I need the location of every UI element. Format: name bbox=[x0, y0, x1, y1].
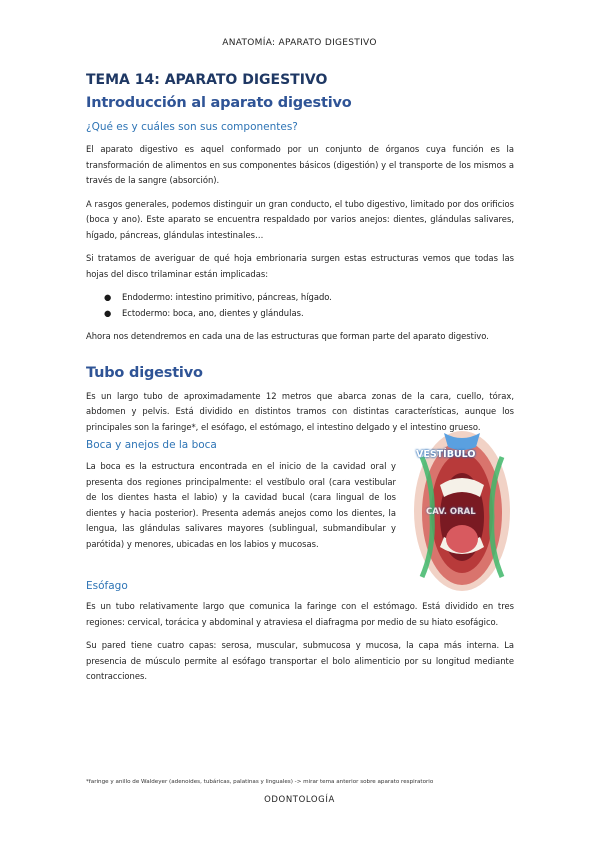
page-footer: ODONTOLOGÍA bbox=[264, 795, 335, 805]
intro-paragraph-2: A rasgos generales, podemos distinguir un gran conducto, el tubo digestivo, limitado por dos orificios (boca y ano). Este aparato se encuentra respaldado por varios anejos: dientes, glándulas salivares, hígado, páncreas, glándulas intestinales… bbox=[86, 198, 514, 240]
tube-paragraph: Es un largo tubo de aproximadamente 12 metros que abarca zonas de la cara, cuello, tórax, abdomen y pelvis. Está dividido en distintos tramos con distintas características, aunque los principales son la faringe*, el esófago, el estómago, el intestino delgado y el intestino grueso. bbox=[86, 390, 514, 432]
list-item bbox=[86, 306, 514, 322]
footnote: *faringe y anillo de Waldeyer (adenoides, tubáricas, palatinas y linguales) -> mirar tema anterior sobre aparato respiratorio bbox=[86, 779, 434, 785]
bullet-icon: ● bbox=[104, 307, 112, 318]
intro-heading: Introducción al aparato digestivo bbox=[86, 95, 352, 111]
list-item-text: Ectodermo: boca, ano, dientes y glándulas. bbox=[122, 307, 304, 318]
topic-title: TEMA 14: APARATO DIGESTIVO bbox=[86, 72, 328, 88]
cavidad-oral-label: CAV. ORAL bbox=[426, 507, 476, 517]
bullet-icon: ● bbox=[104, 292, 112, 302]
page-header: ANATOMÍA: APARATO DIGESTIVO bbox=[222, 38, 377, 48]
intro-paragraph-3: Si tratamos de averiguar de qué hoja embrionaria surgen estas estructuras vemos que todas las hojas del disco trilaminar están implicadas: bbox=[86, 253, 514, 279]
mouth-paragraph: La boca es la estructura encontrada en el inicio de la cavidad oral y presenta dos regiones principalmente: el vestíbulo oral (cara vestibular de los dientes hasta el labio) y la cavidad bucal (cara lingual de los dientes y hacia posterior). Presenta además anejos como los dientes, la lengua, las glándulas salivares mayores (sublingual, submandibular y parótida) y menores, ubicadas en los labios y mucosas. bbox=[86, 461, 396, 549]
embryo-layer-list bbox=[86, 290, 514, 321]
oral-cavity-image bbox=[410, 427, 514, 593]
tube-heading: Tubo digestivo bbox=[86, 364, 203, 381]
page-content bbox=[86, 72, 514, 693]
list-item-text: Endodermo: intestino primitivo, páncreas, hígado. bbox=[122, 292, 332, 302]
vestibulo-label: VESTÍBULO bbox=[416, 449, 476, 460]
intro-paragraph-4: Ahora nos detendremos en cada una de las estructuras que forman parte del aparato digestivo. bbox=[86, 331, 489, 341]
intro-question: ¿Qué es y cuáles son sus componentes? bbox=[86, 121, 298, 133]
mouth-heading: Boca y anejos de la boca bbox=[86, 439, 217, 451]
esofago-paragraph-2: Su pared tiene cuatro capas: serosa, muscular, submucosa y mucosa, la capa más interna. La presencia de músculo permite al esófago transportar el bolo alimenticio por su longitud mediante contracciones. bbox=[86, 640, 514, 681]
list-item bbox=[86, 290, 514, 306]
mouth-section bbox=[86, 439, 514, 685]
esofago-heading: Esófago bbox=[86, 580, 128, 592]
esofago-paragraph-1: Es un tubo relativamente largo que comunica la faringe con el estómago. Está dividido en tres regiones: cervical, torácica y abdominal y atraviesa el diafragma por medio de su hiato esofágico. bbox=[86, 601, 514, 627]
intro-paragraph-1: El aparato digestivo es aquel conformado por un conjunto de órganos cuya función es la transformación de alimentos en sus componentes básicos (digestión) y el transporte de los mismos a través de la sangre (absorción). bbox=[86, 144, 514, 185]
